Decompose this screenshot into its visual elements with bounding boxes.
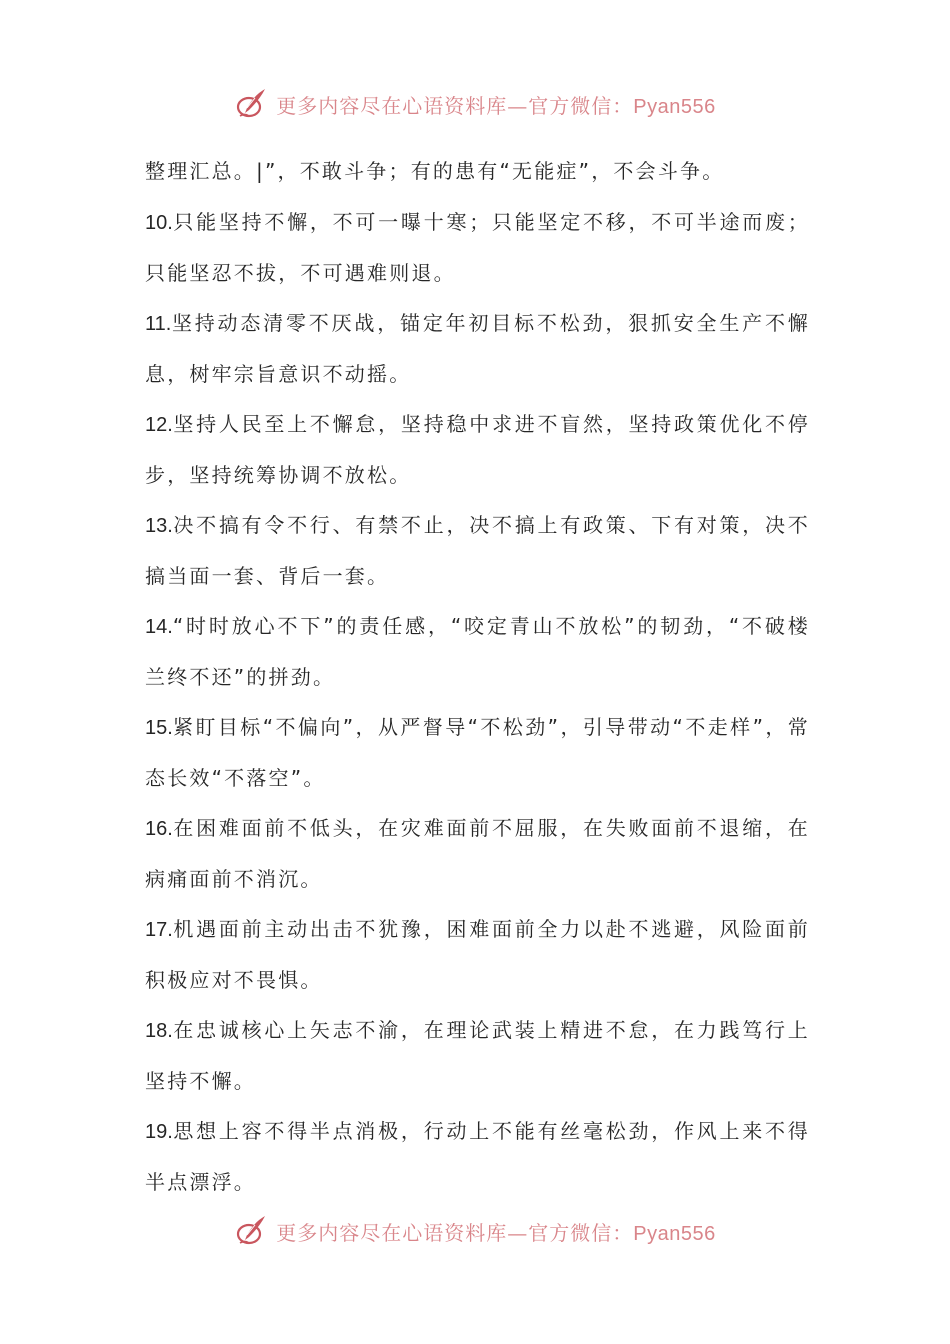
footer-watermark xyxy=(0,1211,950,1251)
paragraph xyxy=(145,146,810,197)
item-number: 15. xyxy=(145,717,173,739)
watermark-text: 更多内容尽在心语资料库—官方微信： xyxy=(276,93,634,118)
watermark-wechat-id: Pyan556 xyxy=(633,95,716,118)
quill-pen-circle-icon xyxy=(234,86,270,122)
item-text: 在困难面前不低头，在灾难面前不屈服，在失败面前不退缩，在病痛面前不消沉。 xyxy=(145,816,810,891)
paragraph xyxy=(145,197,810,298)
watermark-text: 更多内容尽在心语资料库—官方微信： xyxy=(276,1220,634,1245)
item-number: 18. xyxy=(145,1020,173,1042)
item-text: 在忠诚核心上矢志不渝，在理论武装上精进不怠，在力践笃行上坚持不懈。 xyxy=(145,1018,810,1093)
header-watermark xyxy=(0,84,950,124)
item-number: 11. xyxy=(145,313,172,335)
item-number: 17. xyxy=(145,919,173,941)
paragraph xyxy=(145,803,810,904)
item-text: 整理汇总。|”，不敢斗争；有的患有“无能症”，不会斗争。 xyxy=(145,159,725,183)
paragraph xyxy=(145,399,810,500)
quill-pen-circle-icon xyxy=(234,1213,270,1249)
document-body xyxy=(145,146,810,1207)
paragraph xyxy=(145,702,810,803)
paragraph xyxy=(145,1106,810,1207)
item-text: 决不搞有令不行、有禁不止，决不搞上有政策、下有对策，决不搞当面一套、背后一套。 xyxy=(145,513,810,588)
item-number: 12. xyxy=(145,414,173,436)
paragraph xyxy=(145,601,810,702)
item-number: 19. xyxy=(145,1121,173,1143)
paragraph xyxy=(145,298,810,399)
item-text: “时时放心不下”的责任感，“咬定青山不放松”的韧劲，“不破楼兰终不还”的拼劲。 xyxy=(145,614,810,689)
item-text: 思想上容不得半点消极，行动上不能有丝毫松劲，作风上来不得半点漂浮。 xyxy=(145,1119,810,1194)
item-number: 14. xyxy=(145,616,173,638)
item-number: 10. xyxy=(145,212,173,234)
item-text: 只能坚持不懈，不可一曝十寒；只能坚定不移，不可半途而废；只能坚忍不拔，不可遇难则退。 xyxy=(145,210,810,285)
item-text: 紧盯目标“不偏向”，从严督导“不松劲”，引导带动“不走样”，常态长效“不落空”。 xyxy=(145,715,810,790)
item-text: 机遇面前主动出击不犹豫，困难面前全力以赴不逃避，风险面前积极应对不畏惧。 xyxy=(145,917,810,992)
item-text: 坚持人民至上不懈怠，坚持稳中求进不盲然，坚持政策优化不停步，坚持统筹协调不放松。 xyxy=(145,412,810,487)
watermark-wechat-id: Pyan556 xyxy=(633,1222,716,1245)
paragraph xyxy=(145,904,810,1005)
item-text: 坚持动态清零不厌战，锚定年初目标不松劲，狠抓安全生产不懈息，树牢宗旨意识不动摇。 xyxy=(145,311,810,386)
item-number: 16. xyxy=(145,818,173,840)
paragraph xyxy=(145,500,810,601)
item-number: 13. xyxy=(145,515,173,537)
paragraph xyxy=(145,1005,810,1106)
